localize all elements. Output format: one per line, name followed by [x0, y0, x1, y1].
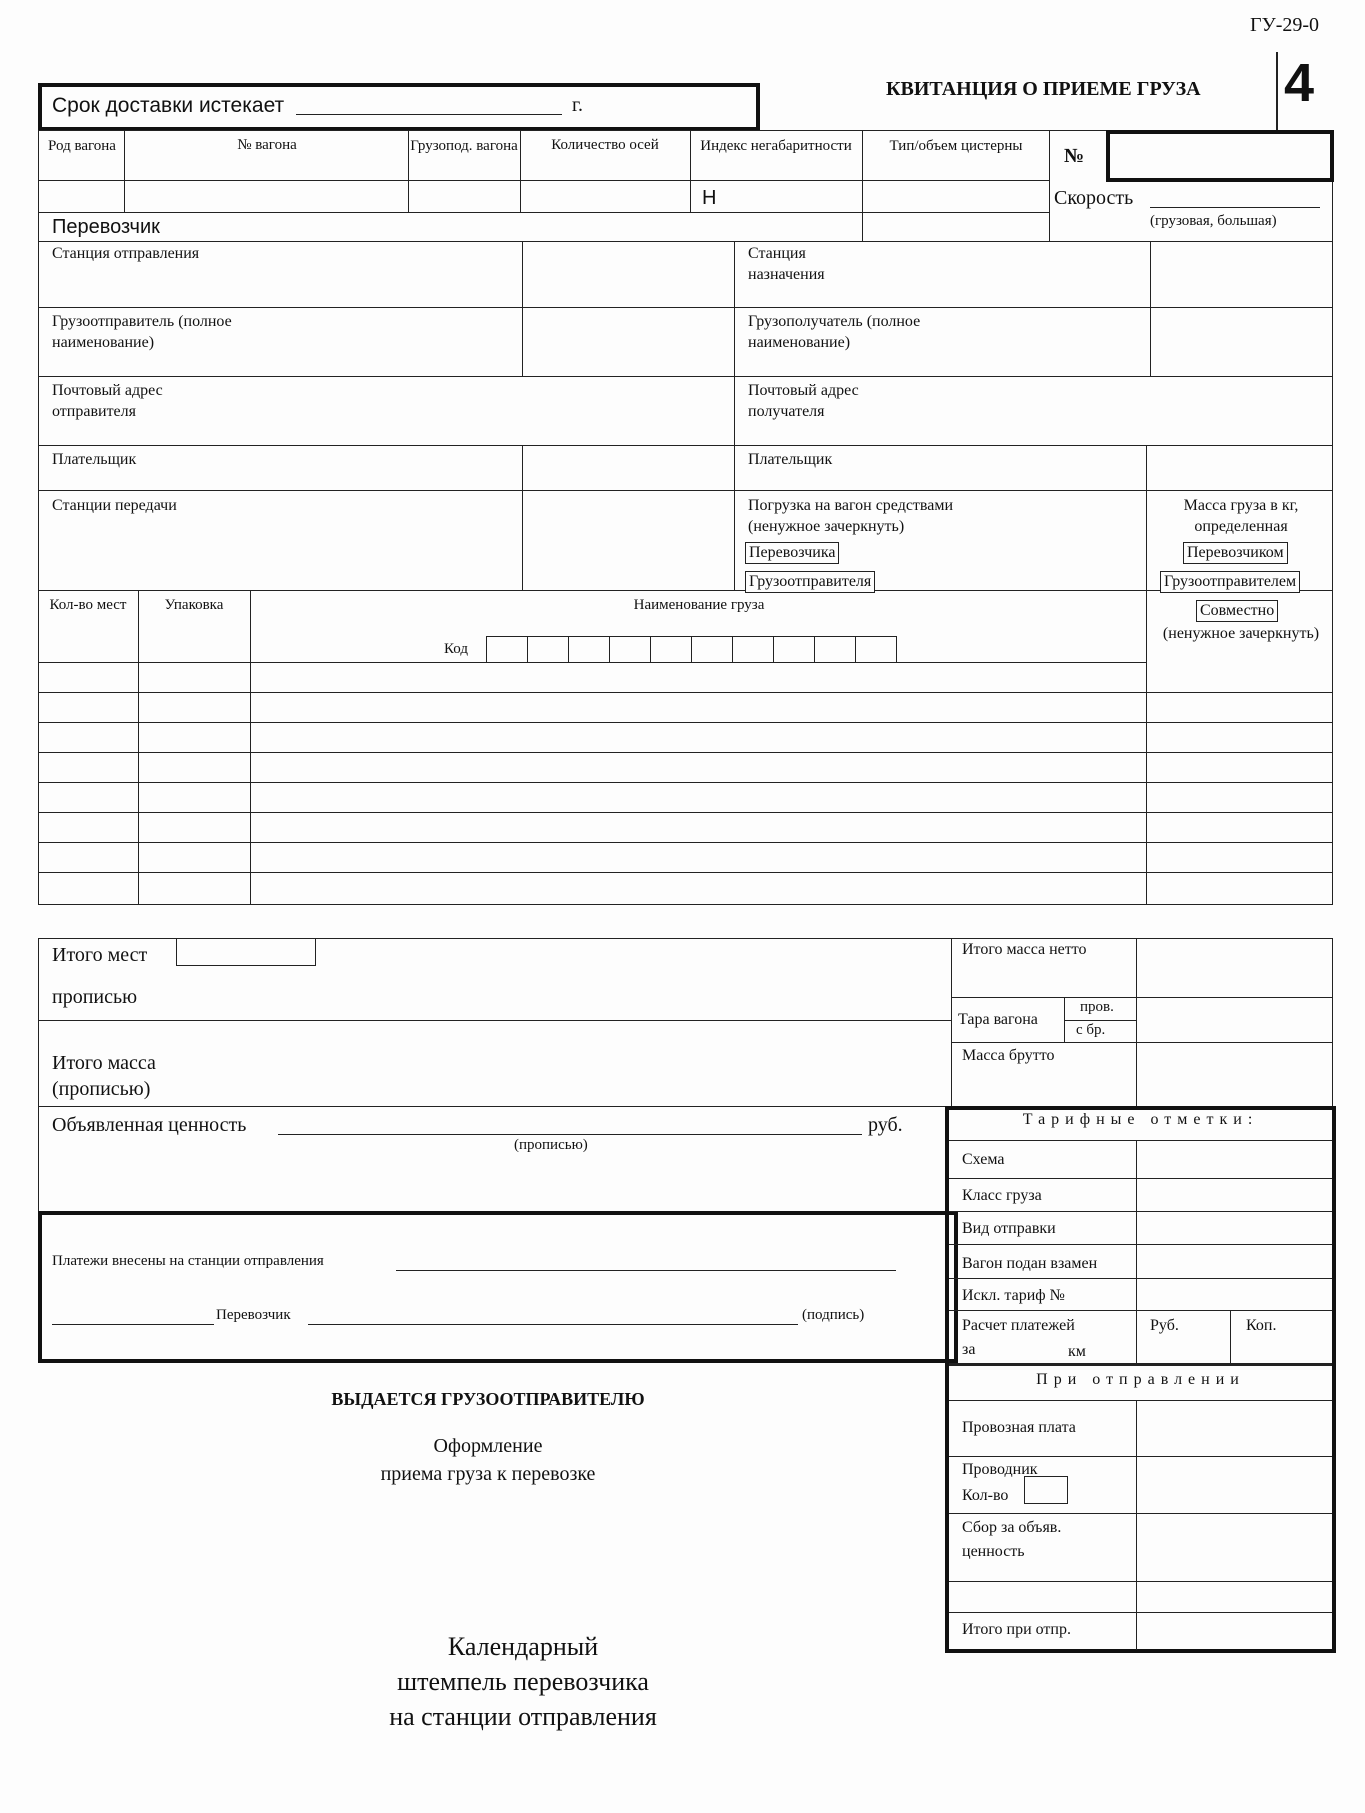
- tariff-wagon-instead-label: Вагон подан взамен: [962, 1255, 1098, 1272]
- code-cell[interactable]: [773, 636, 815, 663]
- payments-signature-label: (подпись): [802, 1307, 865, 1323]
- declared-rub-label: руб.: [868, 1114, 903, 1136]
- payer-left-label: Плательщик: [52, 451, 137, 468]
- station-to-label: Станция назначения: [748, 245, 825, 283]
- grid-line: [949, 1178, 1332, 1179]
- cargo-row-line: [38, 692, 1332, 693]
- grid-right-border: [1332, 130, 1333, 905]
- mass-carrier-option[interactable]: Перевозчиком: [1183, 542, 1288, 564]
- grid-line: [1332, 938, 1333, 1112]
- mass-shipper-option[interactable]: Грузоотправителем: [1160, 571, 1300, 593]
- code-cell[interactable]: [732, 636, 774, 663]
- grid-line: [38, 938, 39, 1112]
- stamp-line-3: на станции отправления: [389, 1702, 657, 1731]
- tariff-excl-tariff-label: Искл. тариф №: [962, 1287, 1065, 1304]
- loading-label: Погрузка на вагон средствами (ненужное зачеркнуть): [748, 497, 954, 535]
- tariff-scheme-label: Схема: [962, 1151, 1005, 1168]
- delivery-date-field[interactable]: [296, 114, 562, 115]
- grid-left-border: [38, 130, 39, 905]
- payments-carrier-label: Перевозчик: [216, 1307, 291, 1323]
- payments-signature-field[interactable]: [308, 1324, 798, 1325]
- speed-field[interactable]: [1150, 207, 1320, 208]
- issued-to-label: ВЫДАЕТСЯ ГРУЗООТПРАВИТЕЛЮ: [331, 1389, 645, 1409]
- grid-line: [1150, 241, 1151, 376]
- stamp-line-1: Календарный: [447, 1632, 599, 1661]
- doc-title: КВИТАНЦИЯ О ПРИЕМЕ ГРУЗА: [886, 78, 1201, 100]
- col-places: Кол-во мест: [49, 597, 127, 613]
- declared-fee-label-2: ценность: [962, 1543, 1025, 1560]
- tariff-kop-label: Коп.: [1246, 1317, 1277, 1334]
- payments-station-field[interactable]: [396, 1270, 896, 1271]
- grid-line: [1136, 1140, 1137, 1363]
- grid-header-bottom: [38, 180, 1049, 181]
- tariff-dispatch-type-label: Вид отправки: [962, 1220, 1056, 1237]
- sender-address-label: Почтовый адрес отправителя: [52, 382, 163, 420]
- cargo-code-label: Код: [444, 641, 468, 657]
- code-cell[interactable]: [691, 636, 733, 663]
- cargo-row-line: [38, 904, 1332, 905]
- carrier-label: Перевозчик: [52, 216, 160, 238]
- grid-line: [38, 490, 1332, 491]
- mass-note: (ненужное зачеркнуть): [1162, 625, 1320, 642]
- in-words-label: прописью: [52, 986, 138, 1008]
- declared-fee-label: Сбор за объяв.: [962, 1519, 1062, 1536]
- registration-line-1: Оформление: [433, 1435, 543, 1457]
- col-tank-type: Тип/объем цистерны: [889, 138, 1023, 154]
- cargo-row-line: [38, 842, 1332, 843]
- on-dispatch-title: При отправлении: [1036, 1371, 1245, 1388]
- grid-line: [38, 590, 1332, 591]
- mass-determined-label: Масса груза в кг, определенная: [1183, 497, 1299, 535]
- total-mass-label: Итого масса: [52, 1052, 156, 1074]
- total-places-field[interactable]: [176, 938, 316, 966]
- total-on-dispatch-label: Итого при отпр.: [962, 1621, 1071, 1638]
- payments-station-label: Платежи внесены на станции отправления: [52, 1253, 324, 1269]
- total-places-label: Итого мест: [52, 944, 148, 966]
- tare-checked-label: пров.: [1080, 999, 1114, 1015]
- grid-line: [951, 1042, 1332, 1043]
- declared-value-field[interactable]: [278, 1134, 862, 1135]
- grid-line: [38, 1106, 951, 1107]
- tariff-cargo-class-label: Класс груза: [962, 1187, 1042, 1204]
- cargo-row-line: [38, 872, 1332, 873]
- grid-line: [522, 445, 523, 590]
- tariff-title: Тарифные отметки:: [1022, 1111, 1259, 1128]
- grid-line: [951, 938, 952, 1108]
- grid-line: [949, 1581, 1332, 1582]
- tariff-rub-label: Руб.: [1150, 1317, 1179, 1334]
- code-cell[interactable]: [486, 636, 528, 663]
- grid-line: [408, 130, 409, 212]
- payments-box: [38, 1211, 958, 1363]
- payments-date-field[interactable]: [52, 1324, 214, 1325]
- grid-line: [949, 1456, 1332, 1457]
- form-code: ГУ-29-0: [1250, 14, 1320, 36]
- tariff-calc-label: Расчет платежей: [962, 1317, 1075, 1334]
- grid-line: [38, 445, 1332, 446]
- cargo-row-line: [38, 752, 1332, 753]
- col-axles: Количество осей: [551, 137, 659, 153]
- delivery-year-suffix: г.: [572, 94, 583, 116]
- conductor-qty-field[interactable]: [1024, 1476, 1068, 1504]
- grid-line: [949, 1278, 1332, 1279]
- grid-line: [522, 241, 523, 376]
- conductor-label: Проводник: [962, 1461, 1038, 1478]
- grid-line: [949, 1612, 1332, 1613]
- code-cell[interactable]: [814, 636, 856, 663]
- grid-carrier-row-bottom: [38, 241, 1332, 242]
- tariff-calc-for-label: за: [962, 1341, 976, 1358]
- code-cell[interactable]: [650, 636, 692, 663]
- gross-mass-label: Масса брутто: [962, 1047, 1055, 1064]
- grid-line: [138, 590, 139, 905]
- grid-line: [124, 130, 125, 212]
- col-capacity: Грузопод. вагона: [410, 138, 518, 154]
- loading-shipper-option[interactable]: Грузоотправителя: [745, 571, 875, 593]
- tariff-km-label: км: [1068, 1343, 1086, 1360]
- grid-line: [38, 1106, 39, 1212]
- speed-label: Скорость: [1054, 187, 1134, 209]
- grid-line: [949, 1140, 1332, 1141]
- grid-line: [734, 241, 735, 590]
- tare-label: Тара вагона: [958, 1011, 1038, 1028]
- grid-line: [1230, 1310, 1231, 1363]
- grid-line: [949, 1310, 1332, 1311]
- copy-divider: [1276, 52, 1278, 130]
- grid-line: [250, 590, 251, 905]
- grid-line: [520, 130, 521, 212]
- transfer-stations-label: Станции передачи: [52, 497, 177, 514]
- grid-wagon-row-bottom: [38, 212, 1049, 213]
- mass-joint-option[interactable]: Совместно: [1196, 600, 1278, 622]
- cargo-row-line: [38, 722, 1332, 723]
- net-mass-label: Итого масса нетто: [962, 941, 1087, 958]
- grid-line: [949, 1363, 1332, 1366]
- declared-value-label: Объявленная ценность: [52, 1114, 247, 1136]
- grid-line: [951, 997, 1332, 998]
- stamp-line-2: штемпель перевозчика: [397, 1667, 649, 1696]
- number-sign: №: [1064, 145, 1085, 167]
- total-mass-words-label: (прописью): [52, 1078, 151, 1100]
- shipper-label: Грузоотправитель (полное наименование): [52, 313, 232, 351]
- declared-hint: (прописью): [514, 1137, 588, 1153]
- grid-line: [949, 1244, 1332, 1245]
- station-from-label: Станция отправления: [52, 245, 200, 262]
- loading-carrier-option[interactable]: Перевозчика: [745, 542, 839, 564]
- col-packaging: Упаковка: [164, 597, 224, 613]
- grid-line: [38, 1020, 951, 1021]
- grid-line: [949, 1211, 1332, 1212]
- grid-line: [862, 130, 863, 241]
- cargo-row-line: [38, 782, 1332, 783]
- grid-line: [1146, 445, 1147, 490]
- grid-line: [1049, 130, 1050, 241]
- grid-line: [949, 1513, 1332, 1514]
- code-cell[interactable]: [527, 636, 569, 663]
- grid-line: [1136, 938, 1137, 1108]
- col-wagon-number: № вагона: [237, 137, 297, 153]
- code-cell[interactable]: [855, 636, 897, 663]
- code-cell[interactable]: [609, 636, 651, 663]
- col-cargo-name: Наименование груза: [633, 597, 765, 613]
- oversize-value: Н: [702, 187, 717, 209]
- freight-charge-label: Провозная плата: [962, 1419, 1076, 1436]
- conductor-qty-label: Кол-во: [962, 1487, 1009, 1504]
- delivery-term-label: Срок доставки истекает: [52, 94, 285, 117]
- col-oversize-index: Индекс негабаритности: [700, 138, 852, 154]
- speed-hint: (грузовая, большая): [1150, 213, 1277, 229]
- code-cell[interactable]: [568, 636, 610, 663]
- receipt-number-field[interactable]: [1106, 130, 1334, 182]
- grid-line: [690, 130, 691, 212]
- copy-number: 4: [1284, 53, 1315, 113]
- grid-line: [38, 307, 1332, 308]
- grid-line: [949, 1400, 1332, 1401]
- consignee-label: Грузополучатель (полное наименование): [748, 313, 921, 351]
- grid-line: [38, 376, 1332, 377]
- receiver-address-label: Почтовый адрес получателя: [748, 382, 859, 420]
- tare-stencil-label: с бр.: [1076, 1022, 1106, 1038]
- col-wagon-type: Род вагона: [48, 138, 116, 154]
- payer-right-label: Плательщик: [748, 451, 833, 468]
- registration-line-2: приема груза к перевозке: [380, 1463, 596, 1485]
- cargo-row-line: [38, 812, 1332, 813]
